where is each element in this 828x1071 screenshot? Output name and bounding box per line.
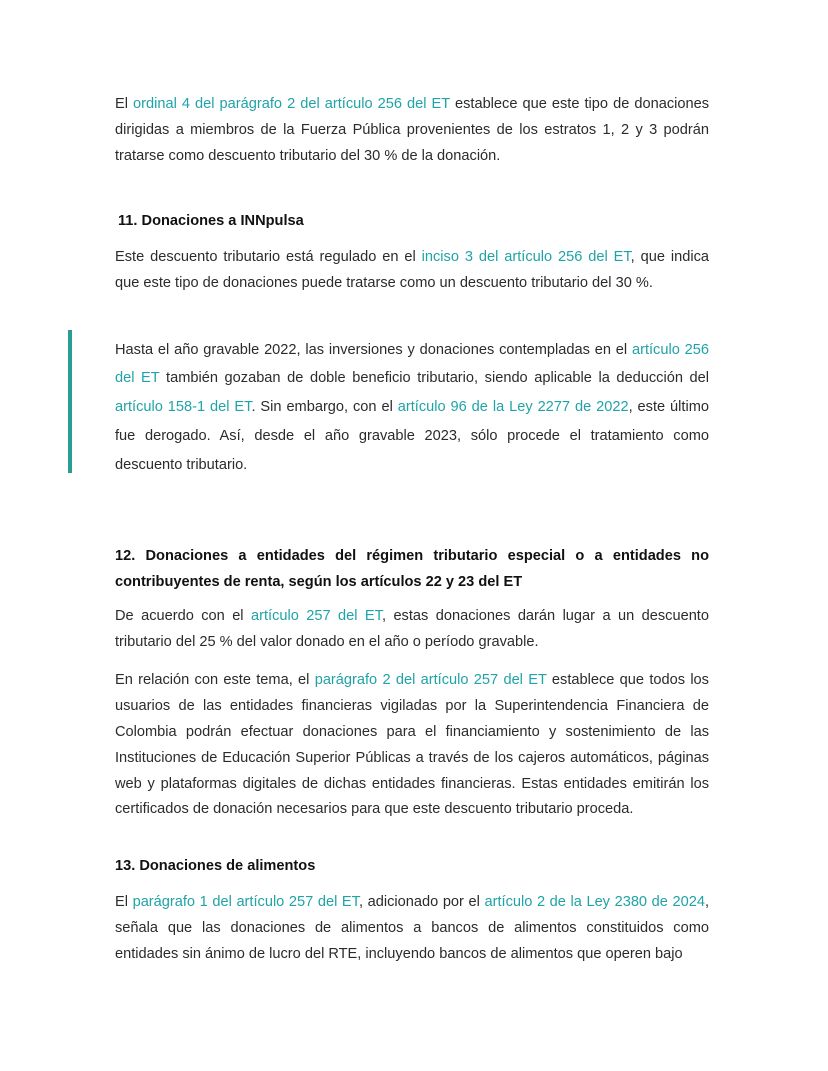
text-span: , este último fue derogado. Así, desde el año gravable 2023, sólo procede el tratamiento como descuento tributario. bbox=[115, 399, 709, 473]
link-art-256[interactable]: artículo 256 del ET bbox=[115, 341, 709, 387]
link-paragrafo-1-art-257[interactable]: parágrafo 1 del artículo 257 del ET bbox=[132, 894, 359, 911]
link-inciso-3-art-256[interactable]: inciso 3 del artículo 256 del ET bbox=[421, 249, 631, 266]
document-page bbox=[115, 92, 709, 967]
callout-accent-bar bbox=[68, 330, 72, 473]
text-span: establece que este tipo de donaciones dirigidas a miembros de la Fuerza Pública provenientes de los estratos 1, 2 y 3 podrán tratarse como descuento tributario del 30 % de la donación. bbox=[115, 96, 710, 164]
text-span: , adicionado por el bbox=[358, 894, 485, 911]
section-12-heading: 12. Donaciones a entidades del régimen tributario especial o a entidades no contribuyentes de renta, según los artículos 22 y 23 del ET bbox=[115, 548, 709, 591]
text-span: . Sin embargo, con el bbox=[251, 399, 398, 416]
text-span: , estas donaciones darán lugar a un descuento tributario del 25 % del valor donado en el año o período gravable. bbox=[115, 607, 709, 650]
note-callout bbox=[115, 336, 709, 480]
text-span: De acuerdo con el bbox=[115, 607, 251, 624]
text-span: , señala que las donaciones de alimentos a bancos de alimentos constituidos como entidades sin ánimo de lucro del RTE, incluyendo bancos de alimentos que operen bajo bbox=[115, 894, 710, 962]
section-13-heading: 13. Donaciones de alimentos bbox=[115, 858, 316, 875]
link-art-257[interactable]: artículo 257 del ET bbox=[250, 607, 382, 624]
section-13-paragraph bbox=[115, 890, 709, 967]
text-span: también gozaban de doble beneficio tributario, siendo aplicable la deducción del bbox=[159, 370, 709, 387]
section-11-heading: 11. Donaciones a INNpulsa bbox=[118, 213, 304, 230]
text-span: establece que todos los usuarios de las entidades financieras vigiladas por la Superintendencia Financiera de Colombia podrán efectuar donaciones para el financiamiento y sostenimiento de las Instituciones de Educación Superior Públicas a través de los cajeros automáticos, páginas web y plataformas digitales de dichas entidades financieras. Estas entidades emitirán los certificados de donación necesarios para que este descuento tributario proceda. bbox=[115, 672, 709, 818]
text-span: Hasta el año gravable 2022, las inversiones y donaciones contempladas en el bbox=[115, 341, 632, 358]
section-10-paragraph bbox=[115, 92, 709, 169]
text-span: , que indica que este tipo de donaciones puede tratarse como un descuento tributario del 30 %. bbox=[115, 249, 709, 291]
section-12-paragraph-2 bbox=[115, 668, 709, 823]
section-11-paragraph bbox=[115, 245, 709, 297]
text-span: El bbox=[115, 96, 134, 112]
link-art-96-ley-2277[interactable]: artículo 96 de la Ley 2277 de 2022 bbox=[397, 399, 629, 416]
link-art-158-1[interactable]: artículo 158-1 del ET bbox=[115, 399, 252, 416]
link-art-2-ley-2380[interactable]: artículo 2 de la Ley 2380 de 2024 bbox=[484, 894, 705, 911]
note-paragraph bbox=[115, 336, 709, 480]
section-12-paragraph-1 bbox=[115, 604, 709, 656]
text-span: En relación con este tema, el bbox=[115, 672, 315, 689]
link-ordinal-4-art-256[interactable]: ordinal 4 del parágrafo 2 del artículo 256 del ET bbox=[133, 96, 450, 112]
text-span: El bbox=[115, 894, 133, 911]
text-span: Este descuento tributario está regulado en el bbox=[115, 249, 422, 266]
link-paragrafo-2-art-257[interactable]: parágrafo 2 del artículo 257 del ET bbox=[314, 672, 547, 689]
